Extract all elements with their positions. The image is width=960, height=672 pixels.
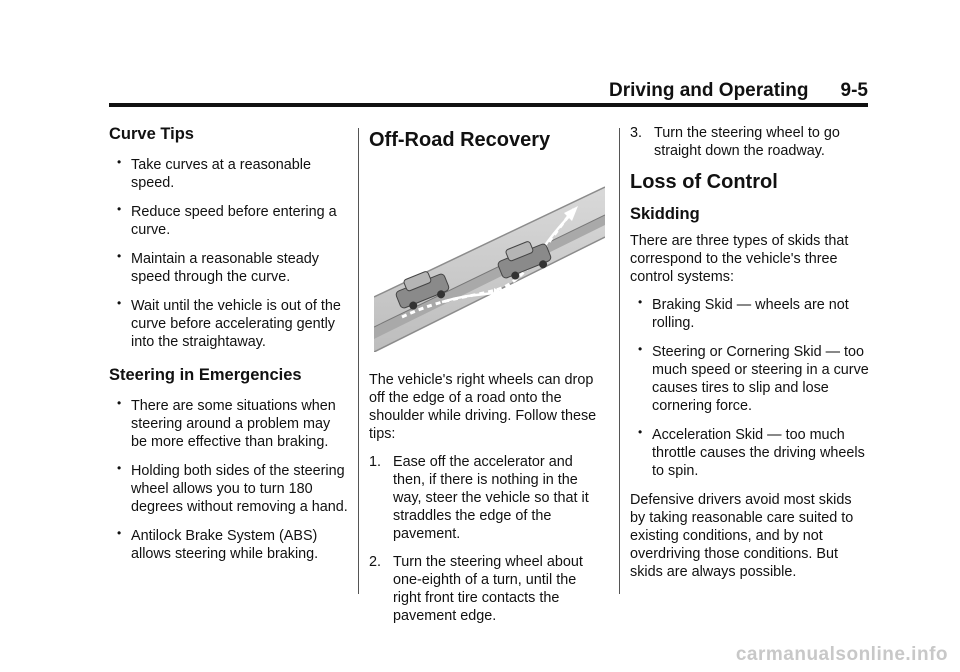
skidding-intro: There are three types of skids that correspond to the vehicle's three control systems: [630, 233, 849, 285]
list-item: 3. Turn the steering wheel to go straight down the roadway. [630, 125, 840, 159]
steering-heading: Steering in Emergencies [109, 366, 302, 384]
skidding-heading: Skidding [630, 205, 700, 223]
watermark: carmanualsonline.info [735, 644, 948, 665]
off-road-heading: Off-Road Recovery [369, 129, 551, 151]
steering-tips-list [109, 397, 349, 563]
off-road-intro: The vehicle's right wheels can drop off the edge of a road onto the shoulder while driving. Follow these tips: [369, 372, 597, 442]
list-item: • Steering or Cornering Skid — too much speed or steering in a curve causes tires to slip and lose cornering force. [630, 343, 870, 415]
list-item: • Holding both sides of the steering wheel allows you to turn 180 degrees without removing a hand. [109, 462, 349, 516]
skidding-outro: Defensive drivers avoid most skids by taking reasonable care suited to existing conditions, and by not overdriving those conditions. But skids are always possible. [630, 492, 854, 580]
column-divider [619, 128, 620, 594]
skid-types-list [630, 296, 870, 480]
list-item: • There are some situations when steering around a problem may be more effective than braking. [109, 397, 349, 451]
list-item: • Take curves at a reasonable speed. [109, 156, 349, 192]
page-number: 9-5 [840, 80, 868, 101]
header-rule [109, 103, 868, 107]
list-item: • Acceleration Skid — too much throttle causes the driving wheels to spin. [630, 426, 870, 480]
column-right [630, 124, 870, 591]
list-item: 1. Ease off the accelerator and then, if there is nothing in the way, steer the vehicle so that it straddles the edge of the pavement. [369, 454, 589, 542]
section-title: Driving and Operating [609, 80, 809, 101]
curve-tips-heading: Curve Tips [109, 125, 194, 143]
list-item: 2. Turn the steering wheel about one-eighth of a turn, until the right front tire contacts the pavement edge. [369, 554, 583, 624]
off-road-steps [369, 453, 607, 625]
off-road-steps-continued [630, 124, 870, 160]
list-item: • Reduce speed before entering a curve. [109, 203, 349, 239]
list-item: • Maintain a reasonable steady speed through the curve. [109, 250, 349, 286]
curve-tips-list [109, 156, 349, 351]
list-item: • Wait until the vehicle is out of the curve before accelerating gently into the straightaway. [109, 297, 349, 351]
column-left [109, 124, 349, 574]
loss-of-control-heading: Loss of Control [630, 171, 778, 193]
page-header [609, 80, 868, 102]
list-item: • Antilock Brake System (ABS) allows steering while braking. [109, 527, 349, 563]
list-item: • Braking Skid — wheels are not rolling. [630, 296, 870, 332]
off-road-recovery-illustration [374, 177, 605, 352]
column-divider [358, 128, 359, 594]
